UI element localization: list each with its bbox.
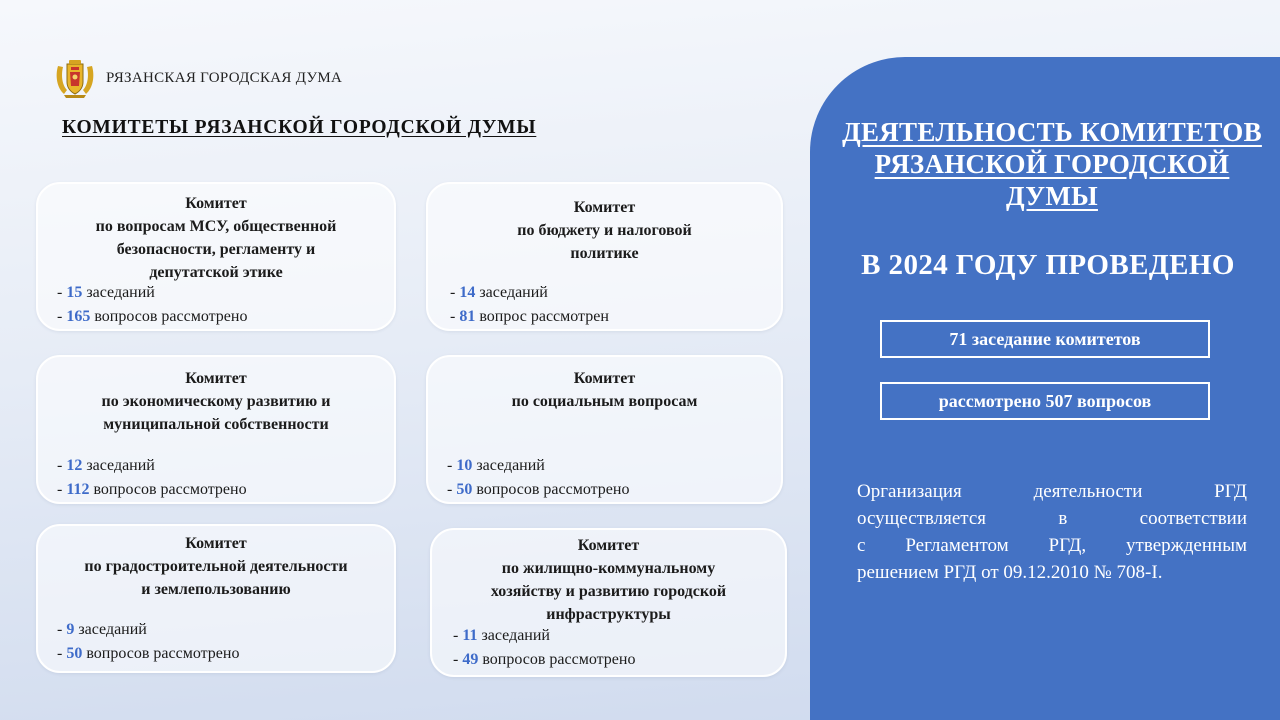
committee-title-line: Комитет xyxy=(185,535,247,552)
committee-title-line: Комитет xyxy=(573,199,636,216)
committee-title xyxy=(38,192,394,284)
questions-row: - 50 вопросов рассмотрено xyxy=(447,481,630,498)
organization-name: РЯЗАНСКАЯ ГОРОДСКАЯ ДУМА xyxy=(106,69,343,86)
header xyxy=(54,58,342,98)
committee-title-line: хозяйству и развитию городской xyxy=(490,583,727,600)
committee-title-line: по бюджету и налоговой xyxy=(517,222,692,239)
committee-title-line: по социальным вопросам xyxy=(511,393,698,410)
questions-count: 112 xyxy=(66,481,90,498)
committee-stats xyxy=(57,618,239,666)
meetings-count: 11 xyxy=(462,627,478,644)
committee-title-line: Комитет xyxy=(573,370,636,387)
meetings-row: - 12 заседаний xyxy=(57,457,155,474)
committee-title-line: муниципальной собственности xyxy=(103,416,329,433)
summary-heading-line: ДУМЫ xyxy=(1006,181,1098,211)
questions-label: вопросов рассмотрено xyxy=(472,481,630,498)
questions-count: 50 xyxy=(66,645,83,662)
committee-title-line: депутатской этике xyxy=(149,264,283,281)
meetings-count: 10 xyxy=(456,457,473,474)
total-questions-box: рассмотрено 507 вопросов xyxy=(880,382,1210,420)
questions-row: - 165 вопросов рассмотрено xyxy=(57,308,248,325)
committee-stats xyxy=(447,454,629,502)
regulation-note-line: Организация деятельности РГД xyxy=(857,481,1247,502)
committee-title-line: по градостроительной деятельности xyxy=(84,558,348,575)
committee-title xyxy=(432,534,785,626)
meetings-label: заседаний xyxy=(472,457,545,474)
page-title: КОМИТЕТЫ РЯЗАНСКОЙ ГОРОДСКОЙ ДУМЫ xyxy=(62,117,537,138)
summary-heading-line: РЯЗАНСКОЙ ГОРОДСКОЙ xyxy=(874,149,1230,179)
regulation-note xyxy=(857,478,1247,586)
meetings-row: - 15 заседаний xyxy=(57,284,155,301)
committee-title xyxy=(38,367,394,436)
meetings-count: 12 xyxy=(66,457,83,474)
committee-stats xyxy=(57,281,247,329)
committee-stats xyxy=(57,454,247,502)
committee-title-line: Комитет xyxy=(577,537,640,554)
questions-row: - 112 вопросов рассмотрено xyxy=(57,481,247,498)
meetings-row: - 14 заседаний xyxy=(450,284,548,301)
meetings-label: заседаний xyxy=(74,621,147,638)
meetings-label: заседаний xyxy=(82,457,155,474)
questions-label: вопросов рассмотрено xyxy=(89,481,247,498)
committee-title-line: безопасности, регламенту и xyxy=(116,241,316,258)
questions-row: - 50 вопросов рассмотрено xyxy=(57,645,240,662)
committee-title-line: инфраструктуры xyxy=(546,606,671,623)
committee-title-line: по жилищно-коммунальному xyxy=(501,560,716,577)
committee-title-line: по вопросам МСУ, общественной xyxy=(95,218,337,235)
meetings-label: заседаний xyxy=(475,284,548,301)
meetings-row: - 10 заседаний xyxy=(447,457,545,474)
committee-title-line: по экономическому развитию и xyxy=(101,393,331,410)
meetings-row: - 11 заседаний xyxy=(453,627,550,644)
committee-title-line: Комитет xyxy=(185,195,247,212)
meetings-row: - 9 заседаний xyxy=(57,621,147,638)
questions-label: вопросов рассмотрено xyxy=(82,645,240,662)
summary-heading-line: ДЕЯТЕЛЬНОСТЬ КОМИТЕТОВ xyxy=(842,117,1262,147)
committee-stats xyxy=(453,624,635,672)
questions-row: - 49 вопросов рассмотрено xyxy=(453,651,636,668)
questions-count: 49 xyxy=(462,651,479,668)
meetings-count: 9 xyxy=(66,621,75,638)
questions-count: 81 xyxy=(459,308,476,325)
committee-stats xyxy=(450,281,609,329)
meetings-label: заседаний xyxy=(477,627,550,644)
questions-row: - 81 вопрос рассмотрен xyxy=(450,308,609,325)
committee-title xyxy=(428,196,781,265)
regulation-note-line: осуществляется в соответствии xyxy=(857,508,1247,529)
total-meetings-box: 71 заседание комитетов xyxy=(880,320,1210,358)
meetings-label: заседаний xyxy=(82,284,155,301)
regulation-note-line: решением РГД от 09.12.2010 № 708-I. xyxy=(857,562,1163,583)
questions-label: вопрос рассмотрен xyxy=(475,308,609,325)
coat-of-arms-icon xyxy=(54,58,96,98)
committee-title-line: и землепользованию xyxy=(141,581,291,598)
questions-count: 50 xyxy=(456,481,473,498)
meetings-count: 15 xyxy=(66,284,83,301)
summary-heading xyxy=(820,116,1280,212)
questions-label: вопросов рассмотрено xyxy=(90,308,248,325)
summary-subheading: В 2024 ГОДУ ПРОВЕДЕНО xyxy=(861,249,1235,281)
committee-title-line: политике xyxy=(570,245,639,262)
committee-title-line: Комитет xyxy=(185,370,247,387)
meetings-count: 14 xyxy=(459,284,476,301)
committee-title xyxy=(38,532,394,601)
committee-title xyxy=(428,367,781,413)
questions-count: 165 xyxy=(66,308,91,325)
regulation-note-line: с Регламентом РГД, утвержденным xyxy=(857,535,1247,556)
questions-label: вопросов рассмотрено xyxy=(478,651,636,668)
